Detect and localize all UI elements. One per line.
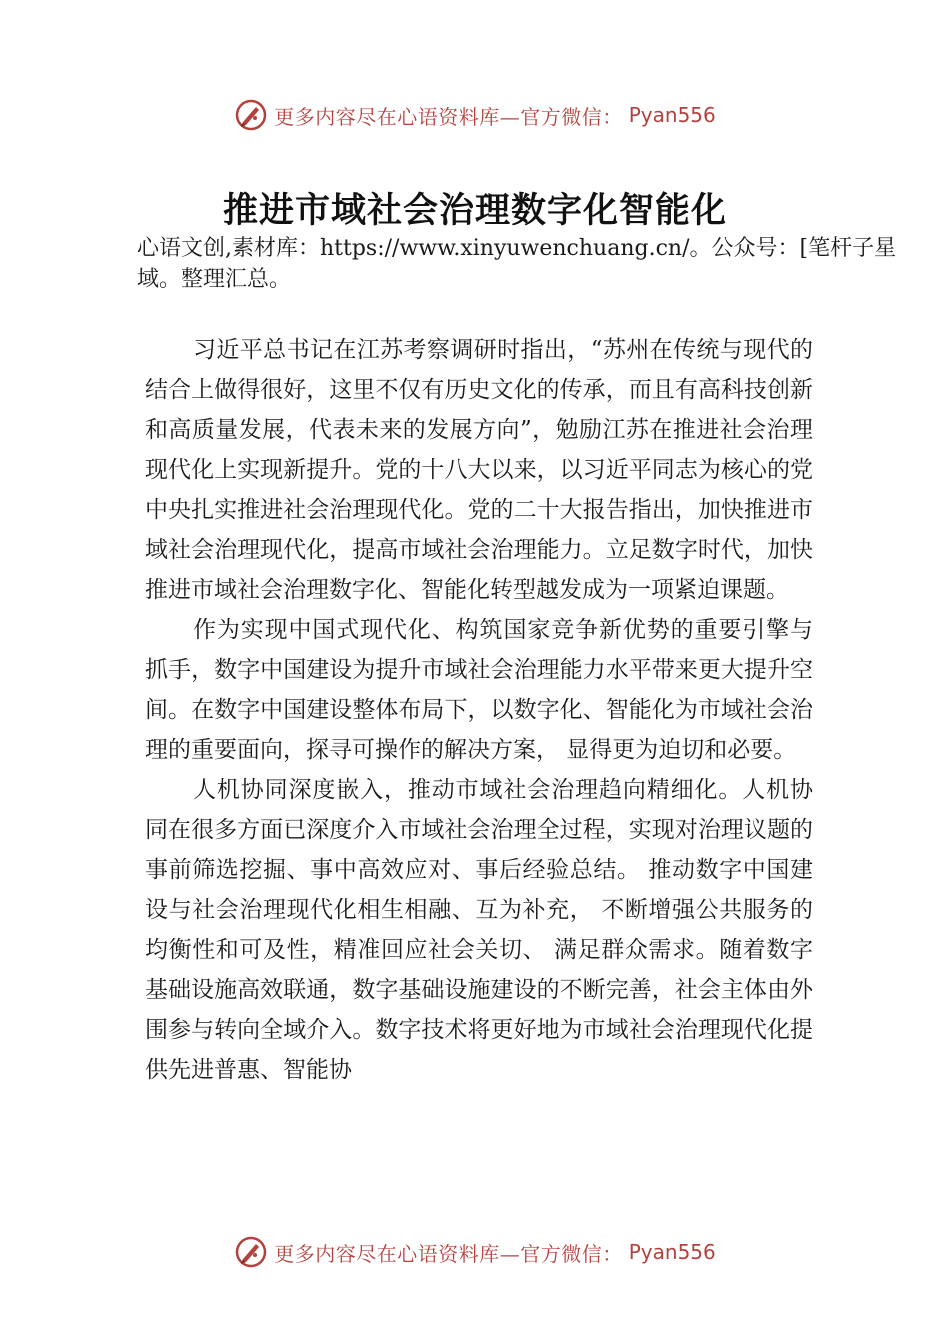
pen-logo-icon (234, 98, 268, 132)
watermark-text: 更多内容尽在心语资料库—官方微信： (274, 1241, 623, 1266)
document-title: 推进市域社会治理数字化智能化 (222, 190, 727, 231)
paragraph: 作为实现中国式现代化、构筑国家竞争新优势的重要引擎与抓手，数字中国建设为提升市域社会治理能力水平带来更大提升空间。在数字中国建设整体布局下，以数字化、智能化为市域社会治理的重要面向，探寻可操作的解决方案， 显得更为迫切和必要。 (145, 617, 813, 763)
source-note: 心语文创,素材库：https://www.xinyuwenchuang.cn/。公众号：[笔杆子星域。整理汇总。 (137, 236, 897, 292)
watermark-wechat-id: Pyan556 (628, 1240, 716, 1264)
document-body (145, 330, 813, 1090)
pen-logo-icon (234, 1235, 268, 1269)
watermark-banner-top (0, 95, 950, 135)
watermark-text: 更多内容尽在心语资料库—官方微信： (274, 104, 623, 129)
watermark-wechat-id: Pyan556 (628, 103, 716, 127)
paragraph: 习近平总书记在江苏考察调研时指出，“苏州在传统与现代的结合上做得很好，这里不仅有历史文化的传承，而且有高科技创新和高质量发展，代表未来的发展方向”，勉励江苏在推进社会治理现代化上实现新提升。党的十八大以来，以习近平同志为核心的党中央扎实推进社会治理现代化。党的二十大报告指出，加快推进市域社会治理现代化，提高市域社会治理能力。立足数字时代，加快推进市域社会治理数字化、智能化转型越发成为一项紧迫课题。 (145, 337, 813, 603)
watermark-banner-bottom (0, 1232, 950, 1272)
paragraph: 人机协同深度嵌入，推动市域社会治理趋向精细化。人机协同在很多方面已深度介入市域社会治理全过程，实现对治理议题的事前筛选挖掘、事中高效应对、事后经验总结。 推动数字中国建设与社会治理现代化相生相融、互为补充， 不断增强公共服务的均衡性和可及性，精准回应社会关切、 满足群众需求。随着数字基础设施高效联通，数字基础设施建设的不断完善，社会主体由外围参与转向全域介入。数字技术将更好地为市域社会治理现代化提供先进普惠、智能协 (145, 777, 813, 1083)
